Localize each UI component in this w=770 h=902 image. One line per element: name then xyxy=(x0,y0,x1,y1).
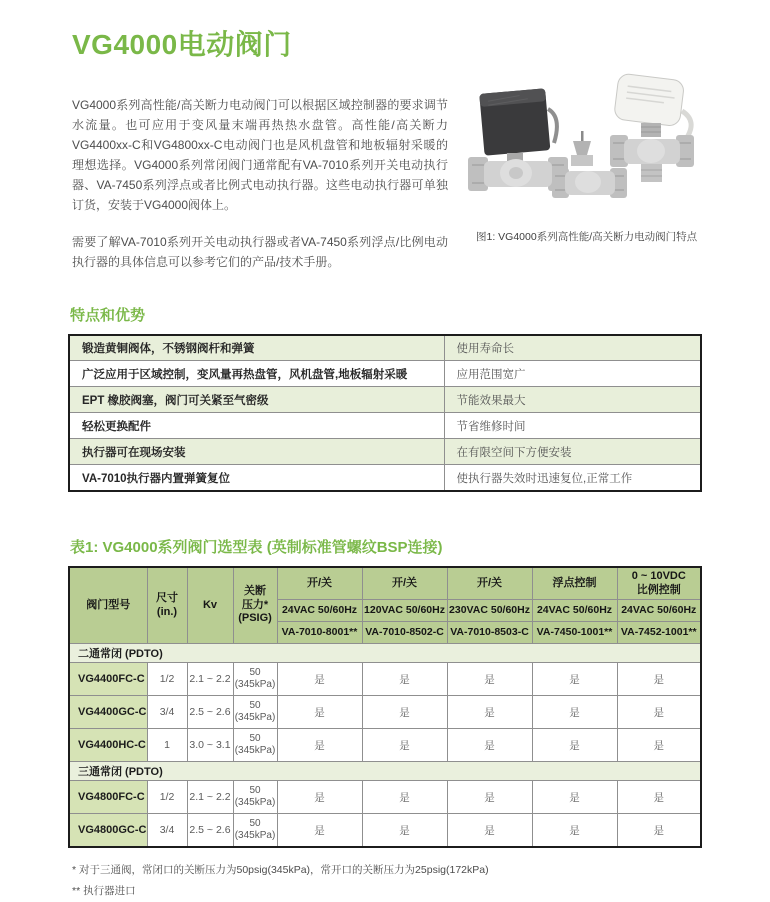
size-cell: 3/4 xyxy=(147,814,187,847)
valve-model-cell: VG4400HC-C xyxy=(69,729,147,762)
yes-cell: 是 xyxy=(617,663,701,696)
control-group-header xyxy=(617,567,701,600)
figure-1 xyxy=(460,69,700,272)
benefit-cell: 节能效果最大 xyxy=(444,387,701,413)
voltage-header: 230VAC 50/60Hz xyxy=(447,600,532,622)
kv-cell: 2.1 ~ 2.2 xyxy=(187,781,233,814)
figure-caption: 图1: VG4000系列高性能/高关断力电动阀门特点 xyxy=(476,230,698,243)
table-row xyxy=(69,335,701,361)
voltage-header: 24VAC 50/60Hz xyxy=(532,600,617,622)
yes-cell: 是 xyxy=(617,729,701,762)
yes-cell: 是 xyxy=(447,729,532,762)
pressure-cell: 50 (345kPa) xyxy=(233,781,277,814)
size-cell: 1/2 xyxy=(147,781,187,814)
intro-section xyxy=(68,69,700,272)
valve-model-cell: VG4400FC-C xyxy=(69,663,147,696)
col-header-size-line2: (in.) xyxy=(156,605,178,618)
yes-cell: 是 xyxy=(532,814,617,847)
col-header-pressure-line2: 压力* xyxy=(241,598,269,611)
table-row xyxy=(69,465,701,491)
yes-cell: 是 xyxy=(362,781,447,814)
control-group-header: 浮点控制 xyxy=(532,567,617,600)
actuator-model-header: VA-7010-8503-C xyxy=(447,622,532,644)
actuator-model-header: VA-7010-8502-C xyxy=(362,622,447,644)
kv-cell: 3.0 ~ 3.1 xyxy=(187,729,233,762)
section-label: 三通常闭 (PDTO) xyxy=(69,762,701,781)
header-group-row xyxy=(69,567,701,600)
table-row xyxy=(69,439,701,465)
features-heading: 特点和优势 xyxy=(70,306,146,324)
yes-cell: 是 xyxy=(617,696,701,729)
section-row xyxy=(69,644,701,663)
benefit-cell: 使执行器失效时迅速复位,正常工作 xyxy=(444,465,701,491)
pressure-cell: 50 (345kPa) xyxy=(233,663,277,696)
col-header-pressure-line1: 关断 xyxy=(244,584,266,597)
benefit-cell: 使用寿命长 xyxy=(444,335,701,361)
control-group-header: 开/关 xyxy=(447,567,532,600)
col-header-pressure xyxy=(233,567,277,644)
yes-cell: 是 xyxy=(532,781,617,814)
table-row xyxy=(69,663,701,696)
features-benefits-table xyxy=(68,334,702,492)
feature-cell: 锻造黄铜阀体，不锈钢阀杆和弹簧 xyxy=(69,335,444,361)
feature-cell: 广泛应用于区域控制，变风量再热盘管，风机盘管,地板辐射采暖 xyxy=(69,361,444,387)
col-header-size xyxy=(147,567,187,644)
valve-model-cell: VG4800FC-C xyxy=(69,781,147,814)
table1-title: 表1: VG4000系列阀门选型表 (英制标准管螺纹BSP连接) xyxy=(70,538,443,556)
yes-cell: 是 xyxy=(532,663,617,696)
footnote-2: ** 执行器进口 xyxy=(72,884,136,897)
table-row xyxy=(69,387,701,413)
kv-cell: 2.5 ~ 2.6 xyxy=(187,814,233,847)
actuator-model-header: VA-7450-1001** xyxy=(532,622,617,644)
yes-cell: 是 xyxy=(447,814,532,847)
voltage-header: 24VAC 50/60Hz xyxy=(277,600,362,622)
yes-cell: 是 xyxy=(277,729,362,762)
control-group-header-line1: 0 ~ 10VDC xyxy=(631,569,686,582)
yes-cell: 是 xyxy=(277,696,362,729)
yes-cell: 是 xyxy=(277,814,362,847)
feature-cell: 轻松更换配件 xyxy=(69,413,444,439)
yes-cell: 是 xyxy=(447,696,532,729)
col-header-pressure-line3: (PSIG) xyxy=(238,612,272,625)
yes-cell: 是 xyxy=(532,696,617,729)
col-header-model: 阀门型号 xyxy=(69,567,147,644)
yes-cell: 是 xyxy=(617,814,701,847)
control-group-header: 开/关 xyxy=(362,567,447,600)
actuator-model-header: VA-7010-8001** xyxy=(277,622,362,644)
section-label: 二通常闭 (PDTO) xyxy=(69,644,701,663)
valve-model-cell: VG4800GC-C xyxy=(69,814,147,847)
benefit-cell: 在有限空间下方便安装 xyxy=(444,439,701,465)
intro-text xyxy=(68,69,448,272)
table-row xyxy=(69,781,701,814)
intro-paragraph-1: VG4000系列高性能/高关断力电动阀门可以根据区域控制器的要求调节水流量。也可应用于变风量末端再热热水盘管。高性能/高关断力VG4400xx-C和VG4800xx-C电动阀门也是风机盘管和地板辐射采暖的理想选择。VG4000系列常闭阀门通常配有VA-7010系列开关电动执行器、VA-7450系列浮点或者比例式电动执行器。这些电动执行器可单独订货，安装于VG4000阀体上。 xyxy=(72,97,448,212)
feature-cell: VA-7010执行器内置弹簧复位 xyxy=(69,465,444,491)
table-row xyxy=(69,729,701,762)
page-title: VG4000电动阀门 xyxy=(72,29,292,60)
pressure-cell: 50 (345kPa) xyxy=(233,696,277,729)
yes-cell: 是 xyxy=(362,729,447,762)
yes-cell: 是 xyxy=(362,814,447,847)
size-cell: 1/2 xyxy=(147,663,187,696)
feature-cell: 执行器可在现场安装 xyxy=(69,439,444,465)
pressure-cell: 50 (345kPa) xyxy=(233,814,277,847)
col-header-kv: Kv xyxy=(187,567,233,644)
footnotes xyxy=(68,860,700,902)
benefit-cell: 应用范围宽广 xyxy=(444,361,701,387)
yes-cell: 是 xyxy=(362,663,447,696)
voltage-header: 120VAC 50/60Hz xyxy=(362,600,447,622)
feature-cell: EPT 橡胶阀塞，阀门可关紧至气密级 xyxy=(69,387,444,413)
yes-cell: 是 xyxy=(277,663,362,696)
yes-cell: 是 xyxy=(447,663,532,696)
valve-selection-table xyxy=(68,566,702,848)
kv-cell: 2.5 ~ 2.6 xyxy=(187,696,233,729)
valve-product-photo xyxy=(460,69,698,219)
benefit-cell: 节省维修时间 xyxy=(444,413,701,439)
actuator-model-header: VA-7452-1001** xyxy=(617,622,701,644)
footnote-1: * 对于三通阀，常闭口的关断压力为50psig(345kPa)，常开口的关断压力为25psig(172kPa) xyxy=(72,863,489,876)
valve-model-cell: VG4400GC-C xyxy=(69,696,147,729)
control-group-header: 开/关 xyxy=(277,567,362,600)
valve-right-illustration xyxy=(610,73,694,182)
pressure-cell: 50 (345kPa) xyxy=(233,729,277,762)
voltage-header: 24VAC 50/60Hz xyxy=(617,600,701,622)
yes-cell: 是 xyxy=(447,781,532,814)
table-row xyxy=(69,814,701,847)
col-header-size-line1: 尺寸 xyxy=(156,591,178,604)
table-row xyxy=(69,696,701,729)
yes-cell: 是 xyxy=(617,781,701,814)
size-cell: 3/4 xyxy=(147,696,187,729)
yes-cell: 是 xyxy=(277,781,362,814)
size-cell: 1 xyxy=(147,729,187,762)
yes-cell: 是 xyxy=(362,696,447,729)
intro-paragraph-2: 需要了解VA-7010系列开关电动执行器或者VA-7450系列浮点/比例电动执行器的具体信息可以参考它们的产品/技术手册。 xyxy=(72,234,448,269)
kv-cell: 2.1 ~ 2.2 xyxy=(187,663,233,696)
section-row xyxy=(69,762,701,781)
table-row xyxy=(69,361,701,387)
control-group-header-line2: 比例控制 xyxy=(636,583,681,596)
table-row xyxy=(69,413,701,439)
yes-cell: 是 xyxy=(532,729,617,762)
